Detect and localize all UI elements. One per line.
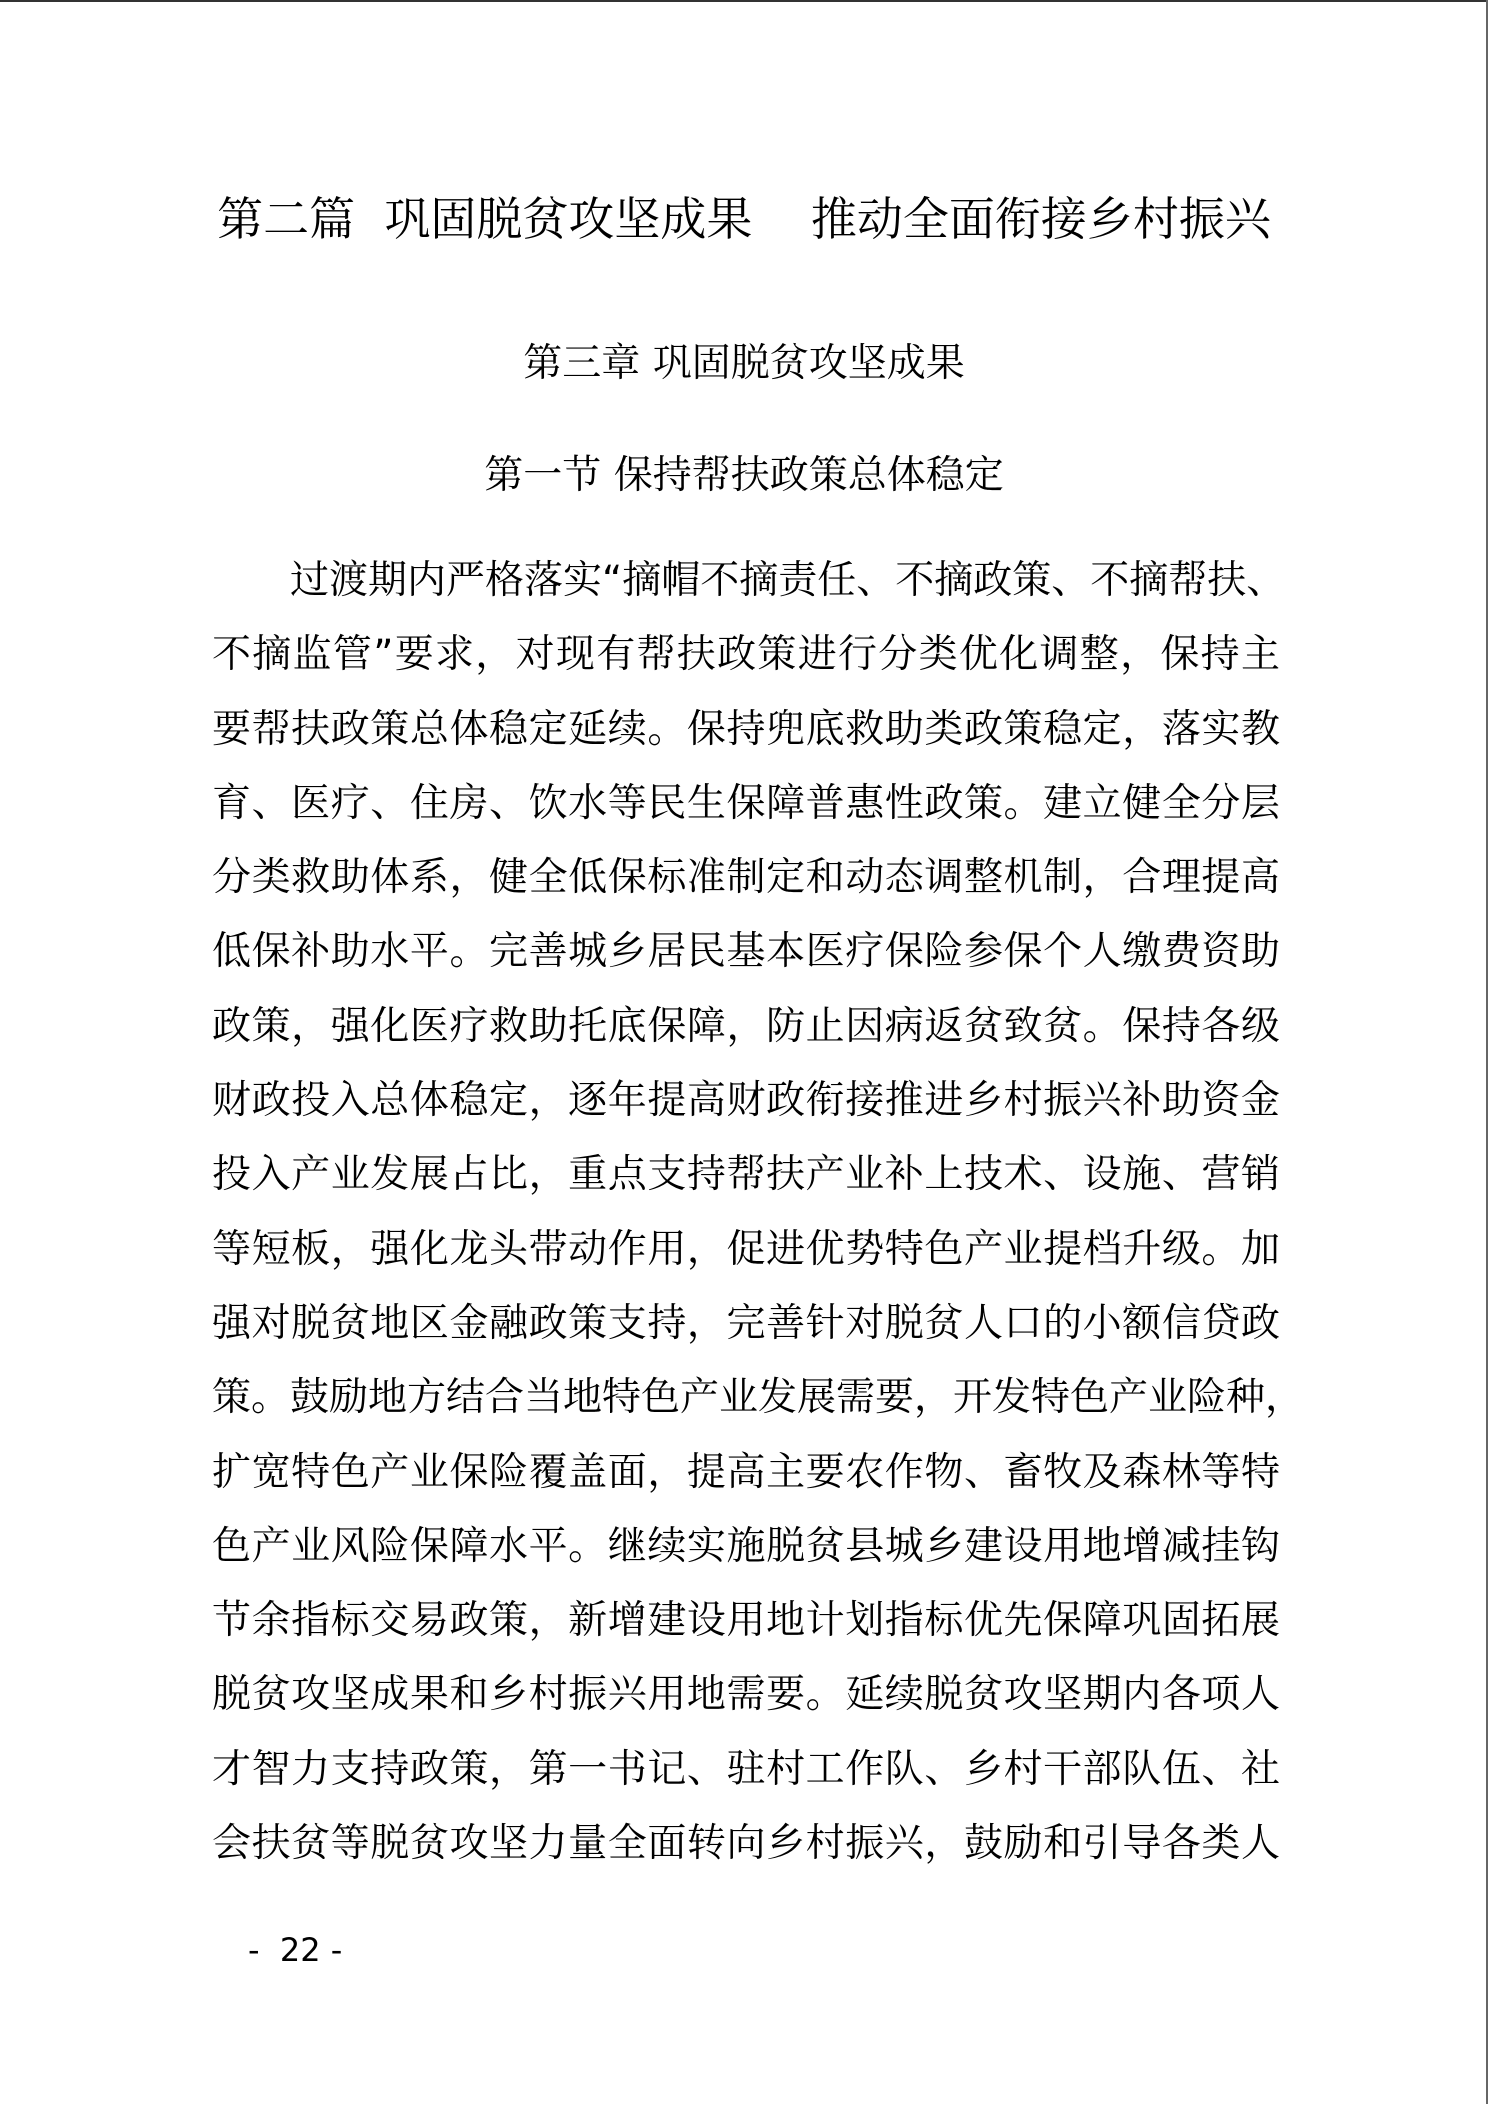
body-line: 过渡期内严格落实“摘帽不摘责任、不摘政策、不摘帮扶、 bbox=[212, 558, 1286, 603]
body-line: 要帮扶政策总体稳定延续。保持兜底救助类政策稳定，落实教 bbox=[212, 706, 1280, 752]
body-line: 分类救助体系，健全低保标准制定和动态调整机制，合理提高 bbox=[212, 855, 1280, 901]
body-line: 才智力支持政策，第一书记、驻村工作队、乡村干部队伍、社 bbox=[212, 1746, 1280, 1792]
body-line: 会扶贫等脱贫攻坚力量全面转向乡村振兴，鼓励和引导各类人 bbox=[212, 1821, 1280, 1867]
top-border-line bbox=[0, 0, 1488, 2]
part-title: 第二篇 巩固脱贫攻坚成果 推动全面衔接乡村振兴 bbox=[217, 192, 1271, 246]
body-line: 脱贫攻坚成果和乡村振兴用地需要。延续脱贫攻坚期内各项人 bbox=[212, 1672, 1280, 1718]
body-line: 策。鼓励地方结合当地特色产业发展需要，开发特色产业险种， bbox=[212, 1375, 1305, 1421]
body-line: 投入产业发展占比，重点支持帮扶产业补上技术、设施、营销 bbox=[212, 1152, 1280, 1198]
body-line: 扩宽特色产业保险覆盖面，提高主要农作物、畜牧及森林等特 bbox=[212, 1449, 1280, 1495]
body-line: 等短板，强化龙头带动作用，促进优势特色产业提档升级。加 bbox=[212, 1226, 1280, 1272]
chapter-title: 第三章 巩固脱贫攻坚成果 bbox=[523, 341, 965, 386]
body-line: 财政投入总体稳定，逐年提高财政衔接推进乡村振兴补助资金 bbox=[212, 1078, 1280, 1124]
body-line: 强对脱贫地区金融政策支持，完善针对脱贫人口的小额信贷政 bbox=[212, 1300, 1280, 1346]
body-line: 色产业风险保障水平。继续实施脱贫县城乡建设用地增减挂钩 bbox=[212, 1523, 1280, 1569]
section-title: 第一节 保持帮扶政策总体稳定 bbox=[484, 453, 1004, 498]
body-line: 不摘监管”要求，对现有帮扶政策进行分类优化调整，保持主 bbox=[212, 632, 1280, 678]
body-line: 低保补助水平。完善城乡居民基本医疗保险参保个人缴费资助 bbox=[212, 929, 1280, 975]
page-number: - 22 - bbox=[248, 1931, 343, 1969]
body-line: 政策，强化医疗救助托底保障，防止因病返贫致贫。保持各级 bbox=[212, 1003, 1280, 1049]
body-line: 育、医疗、住房、饮水等民生保障普惠性政策。建立健全分层 bbox=[212, 780, 1280, 826]
body-line: 节余指标交易政策，新增建设用地计划指标优先保障巩固拓展 bbox=[212, 1598, 1280, 1644]
body-paragraph bbox=[212, 544, 1305, 1881]
